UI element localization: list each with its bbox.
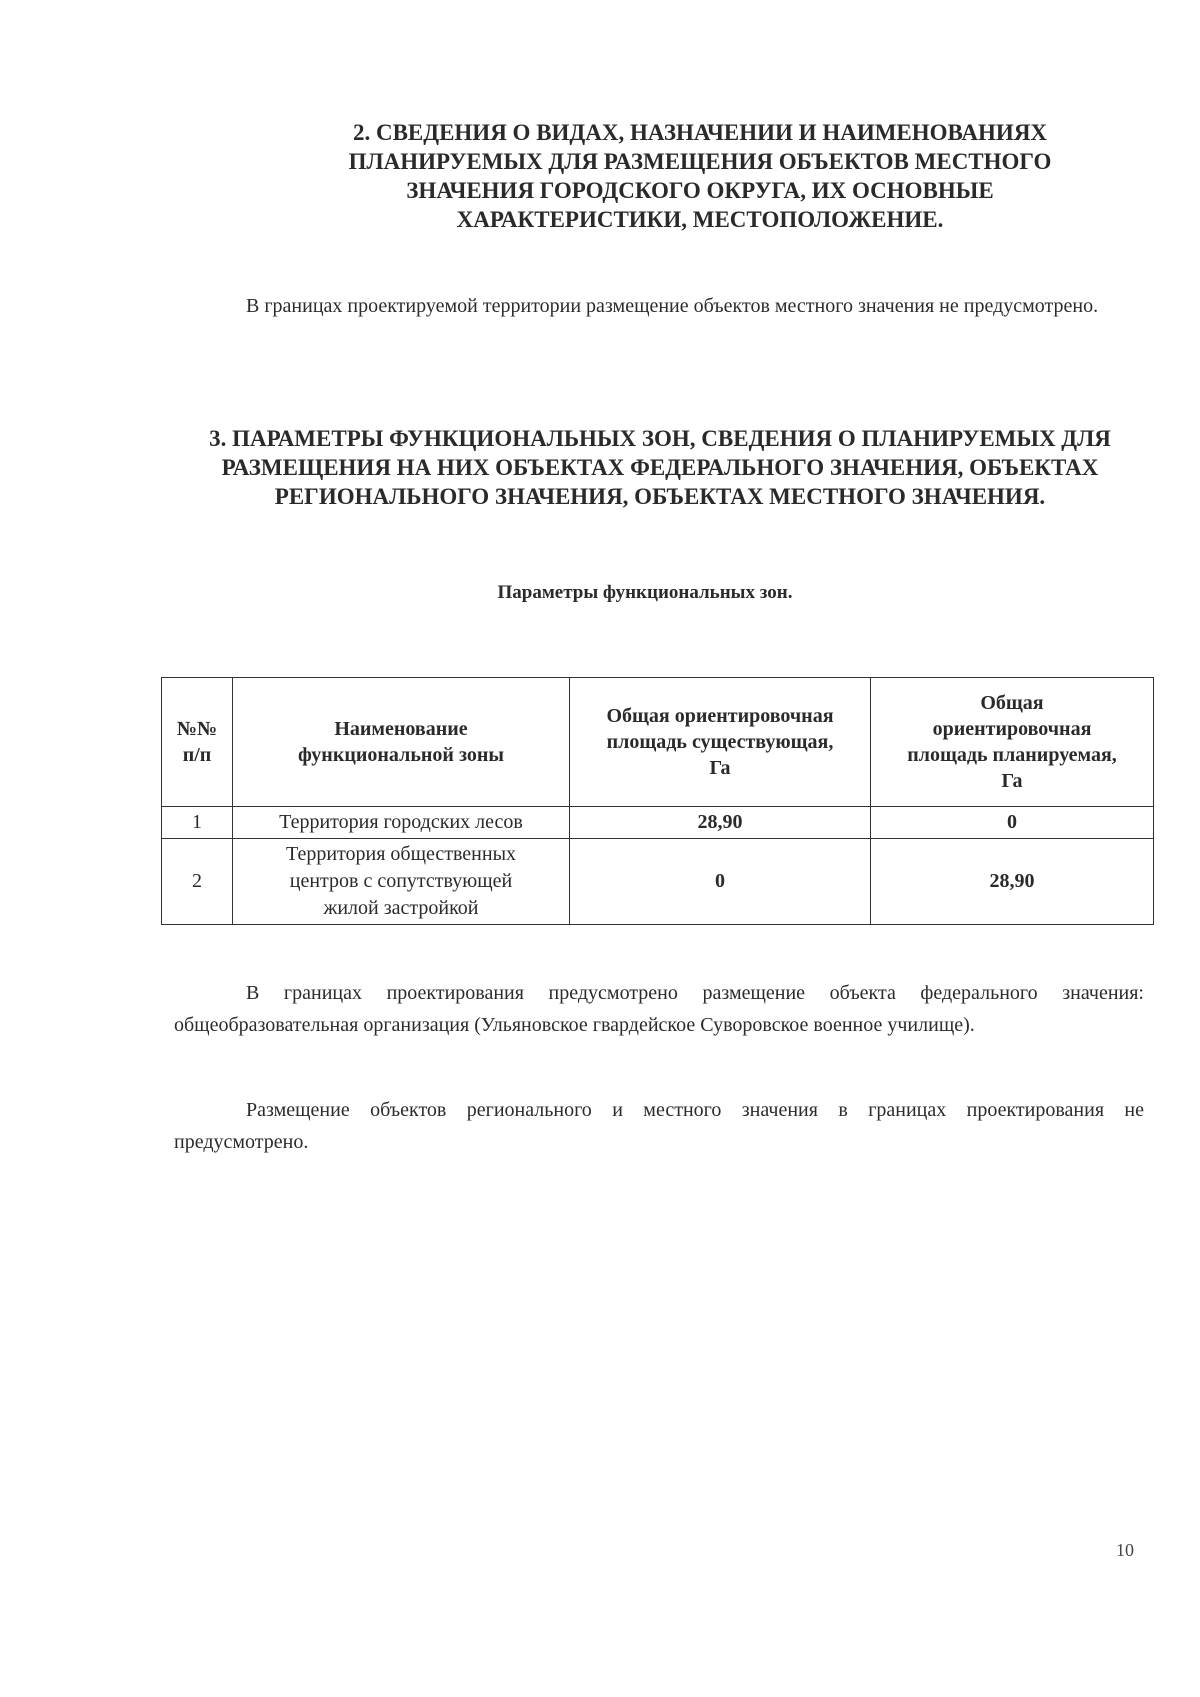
zone-name-line: жилой застройкой: [323, 897, 479, 919]
header-zone-name: [233, 678, 570, 807]
section-3-heading-line: РЕГИОНАЛЬНОГО ЗНАЧЕНИЯ, ОБЪЕКТАХ МЕСТНОГО ЗНАЧЕНИЯ.: [274, 484, 1046, 509]
section-3-heading-line: РАЗМЕЩЕНИЯ НА НИХ ОБЪЕКТАХ ФЕДЕРАЛЬНОГО ЗНАЧЕНИЯ, ОБЪЕКТАХ: [221, 455, 1099, 480]
header-planned-area: [871, 678, 1154, 807]
row-existing-area: 28,90: [570, 807, 871, 839]
section-2-heading-line: ПЛАНИРУЕМЫХ ДЛЯ РАЗМЕЩЕНИЯ ОБЪЕКТОВ МЕСТНОГО: [348, 149, 1052, 174]
header-line: Га: [709, 757, 731, 779]
section-2-heading-line: 2. СВЕДЕНИЯ О ВИДАХ, НАЗНАЧЕНИИ И НАИМЕНОВАНИЯХ: [352, 120, 1048, 145]
header-line: Га: [1001, 770, 1023, 792]
header-existing-area: [570, 678, 871, 807]
header-line: Общая ориентировочная: [606, 705, 834, 727]
header-line: п/п: [182, 744, 212, 766]
table-row: [162, 839, 1154, 925]
header-line: Наименование: [334, 718, 468, 740]
section-2-paragraph: В границах проектируемой территории размещение объектов местного значения не предусмотрено.: [246, 295, 1099, 317]
header-line: функциональной зоны: [297, 744, 505, 766]
zone-name-line: Территория городских лесов: [279, 811, 523, 833]
zone-name-line: Территория общественных: [285, 843, 517, 865]
header-line: площадь существующая,: [606, 731, 834, 753]
table-row: [162, 807, 1154, 839]
zone-name-line: центров с сопутствующей: [289, 870, 513, 892]
header-line: №№: [176, 718, 218, 740]
header-line: площадь планируемая,: [907, 744, 1117, 766]
row-existing-area: 0: [570, 839, 871, 925]
regional-objects-paragraph: Размещение объектов регионального и местного значения в границах проектирования не предусмотрено.: [174, 1099, 1144, 1153]
section-3-heading-line: 3. ПАРАМЕТРЫ ФУНКЦИОНАЛЬНЫХ ЗОН, СВЕДЕНИЯ О ПЛАНИРУЕМЫХ ДЛЯ: [209, 426, 1111, 451]
row-number: 2: [162, 839, 233, 925]
section-2-heading-line: ЗНАЧЕНИЯ ГОРОДСКОГО ОКРУГА, ИХ ОСНОВНЫЕ: [406, 178, 994, 203]
section-2-heading-line: ХАРАКТЕРИСТИКИ, МЕСТОПОЛОЖЕНИЕ.: [456, 207, 944, 232]
row-zone-name: [233, 839, 570, 925]
table-caption: Параметры функциональных зон.: [497, 582, 793, 603]
header-number: [162, 678, 233, 807]
page-number: 10: [1116, 1540, 1134, 1560]
section-2-heading: [300, 118, 1100, 234]
row-planned-area: 28,90: [871, 839, 1154, 925]
header-line: Общая: [980, 692, 1044, 714]
federal-objects-paragraph: В границах проектирования предусмотрено размещение объекта федерального значения: общеобразовательная организация (Ульяновское гвардейское Суворовское военное училище).: [174, 982, 1144, 1036]
row-number: 1: [162, 807, 233, 839]
table-header-row: [162, 678, 1154, 807]
row-planned-area: 0: [871, 807, 1154, 839]
row-zone-name: [233, 807, 570, 839]
header-line: ориентировочная: [932, 718, 1092, 740]
section-3-heading: [170, 424, 1150, 511]
functional-zones-table: [161, 677, 1154, 925]
